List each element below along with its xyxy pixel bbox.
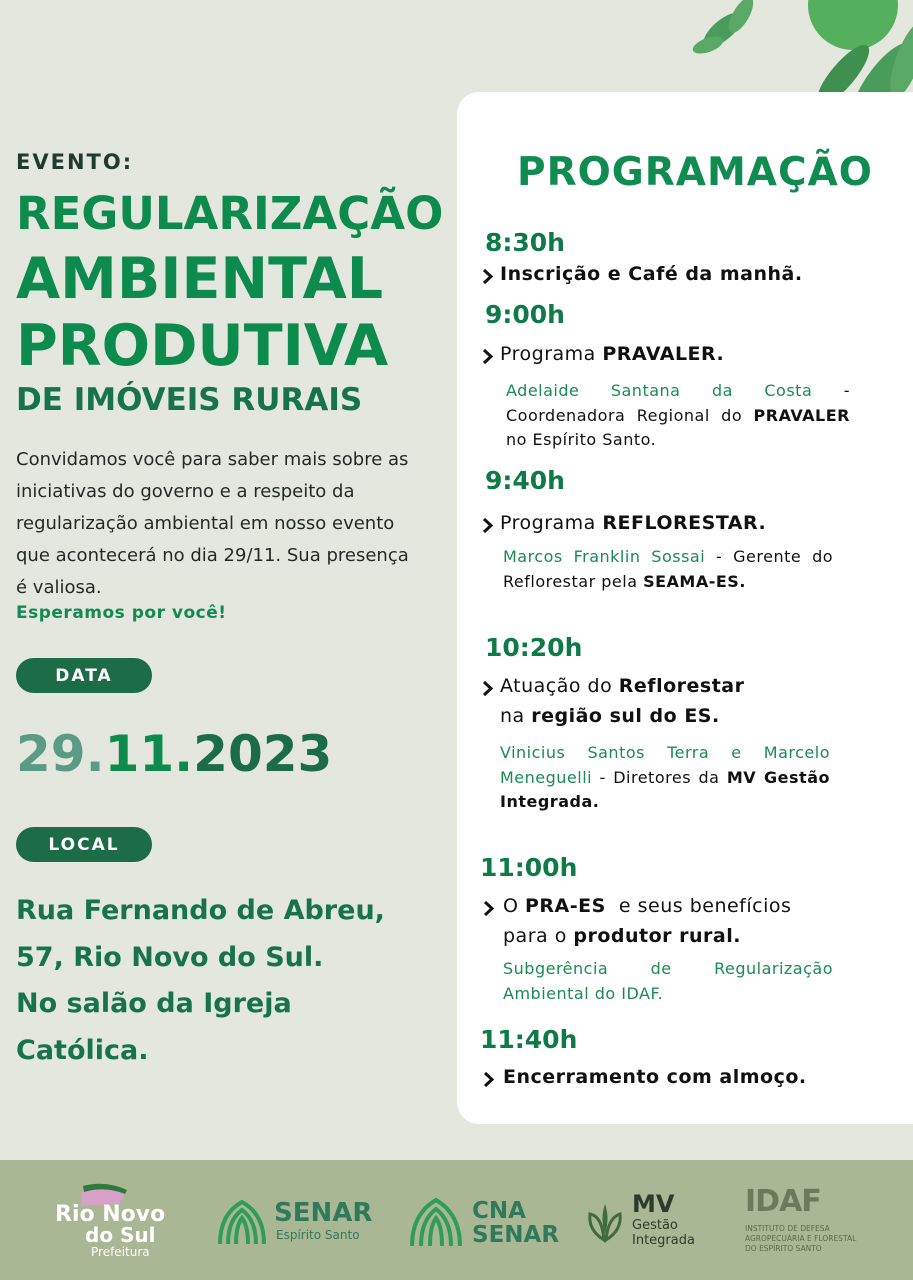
program-item-prefix: Atuação do: [500, 675, 619, 697]
senar-wheat-icon: [216, 1196, 268, 1246]
program-item-text-line-2: [503, 925, 741, 947]
senar-logo: [216, 1196, 376, 1256]
program-speaker: [500, 741, 830, 815]
cna-text: CNA: [472, 1198, 526, 1224]
cna-senar-logo: [408, 1196, 558, 1256]
location-label-pill: LOCAL: [16, 827, 152, 862]
program-speaker: [506, 379, 850, 453]
address-line-1: Rua Fernando de Abreu,: [16, 895, 385, 926]
program-item-text: [500, 343, 724, 365]
cna-wheat-icon: [408, 1196, 464, 1248]
date-day: 29.: [16, 725, 105, 783]
idaf-subtext-3: DO ESPÍRITO SANTO: [745, 1244, 822, 1253]
date-month: 11.: [104, 725, 194, 783]
event-invite: Esperamos por você!: [16, 603, 227, 623]
chevron-right-icon: [481, 680, 494, 697]
speaker-role-end: no Espírito Santo.: [506, 430, 657, 449]
program-item-highlight: região sul do ES.: [531, 705, 720, 727]
chevron-right-icon: [482, 1071, 495, 1088]
program-item-prefix: Programa: [500, 343, 603, 365]
speaker-role: - Gerente do Reflorestar pela: [503, 547, 834, 591]
event-kicker: EVENTO:: [16, 150, 134, 174]
date-label-pill: DATA: [16, 658, 152, 693]
senar-text: SENAR: [274, 1198, 373, 1228]
program-item-prefix: O: [503, 895, 525, 917]
program-item-text: [500, 675, 744, 697]
cna-subtext: SENAR: [472, 1222, 560, 1248]
chevron-right-icon: [481, 517, 494, 534]
program-item-prefix: na: [500, 705, 532, 727]
program-time: 8:30h: [485, 228, 565, 257]
speaker-role-highlight: PRAVALER: [753, 405, 850, 425]
chevron-right-icon: [481, 348, 494, 365]
program-item-suffix: e seus benefícios: [605, 895, 792, 917]
rio-novo-text-1: Rio Novo: [55, 1202, 166, 1227]
address-line-3: No salão da Igreja: [16, 988, 292, 1019]
sponsors-footer: [0, 1160, 913, 1280]
mv-leaf-icon: [586, 1200, 626, 1244]
mv-subtext-1: Gestão: [632, 1218, 678, 1233]
idaf-subtext-2: AGROPECUÁRIA E FLORESTAL: [745, 1234, 857, 1243]
program-item-text: Inscrição e Café da manhã.: [500, 263, 803, 285]
event-title-line-1: REGULARIZAÇÃO: [16, 187, 444, 240]
rio-novo-text-2: do Sul: [85, 1223, 156, 1247]
address-line-4: Católica.: [16, 1034, 149, 1066]
event-title-line-3: PRODUTIVA: [16, 313, 389, 379]
program-item-text-line-2: [500, 705, 720, 727]
chevron-right-icon: [481, 268, 494, 285]
program-speaker: [503, 545, 833, 594]
idaf-logo: [745, 1184, 875, 1264]
program-time: 9:40h: [485, 466, 565, 495]
address-line-2: 57, Rio Novo do Sul.: [16, 941, 324, 973]
event-title-line-2: AMBIENTAL: [16, 246, 384, 312]
speaker-name: Vinicius Santos Terra e Marcelo Meneguelli: [500, 743, 830, 787]
speaker-name: Subgerência de Regularização Ambiental do IDAF.: [503, 959, 833, 1003]
event-intro: Convidamos você para saber mais sobre as iniciativas do governo e a respeito da regularização ambiental em nosso evento que acontecerá no dia 29/11. Sua presença é valiosa.: [16, 449, 409, 598]
location-address: [16, 888, 385, 1074]
mv-logo: [586, 1190, 716, 1256]
program-item-highlight: produtor rural.: [573, 925, 741, 947]
speaker-role-highlight: SEAMA-ES.: [643, 571, 746, 591]
speaker-role-highlight: MV Gestão Integrada.: [500, 767, 830, 811]
program-item-highlight: PRA-ES: [525, 895, 606, 917]
program-item-highlight: REFLORESTAR.: [602, 512, 767, 534]
program-item-highlight: Reflorestar: [618, 675, 745, 697]
speaker-role: - Diretores da: [592, 767, 727, 787]
speaker-name: Marcos Franklin Sossai: [503, 547, 706, 566]
program-item-text: [500, 512, 766, 534]
program-time: 11:00h: [480, 853, 578, 882]
program-item-highlight: PRAVALER.: [602, 343, 725, 365]
chevron-right-icon: [482, 900, 495, 917]
program-speaker: [503, 957, 833, 1006]
date-year: 2023: [193, 725, 333, 783]
speaker-name: Adelaide Santana da Costa: [506, 381, 813, 400]
event-title-line-4: DE IMÓVEIS RURAIS: [16, 382, 363, 418]
program-item-prefix: para o: [503, 925, 574, 947]
program-time: 9:00h: [485, 300, 565, 329]
mv-subtext-2: Integrada: [632, 1233, 695, 1248]
rio-novo-text-3: Prefeitura: [91, 1245, 150, 1259]
program-item-text: [503, 895, 791, 917]
speaker-role: - Coordenadora Regional do: [506, 381, 850, 425]
event-date: [16, 725, 332, 783]
idaf-text: IDAF: [745, 1184, 821, 1219]
program-item-text: Encerramento com almoço.: [503, 1066, 807, 1088]
program-item-prefix: Programa: [500, 512, 603, 534]
rio-novo-logo: [55, 1180, 185, 1260]
program-time: 10:20h: [485, 633, 583, 662]
mv-text: MV: [632, 1190, 675, 1218]
program-title: PROGRAMAÇÃO: [517, 150, 873, 195]
idaf-subtext-1: INSTITUTO DE DEFESA: [745, 1224, 830, 1233]
program-time: 11:40h: [480, 1025, 578, 1054]
senar-subtext: Espírito Santo: [276, 1228, 360, 1242]
